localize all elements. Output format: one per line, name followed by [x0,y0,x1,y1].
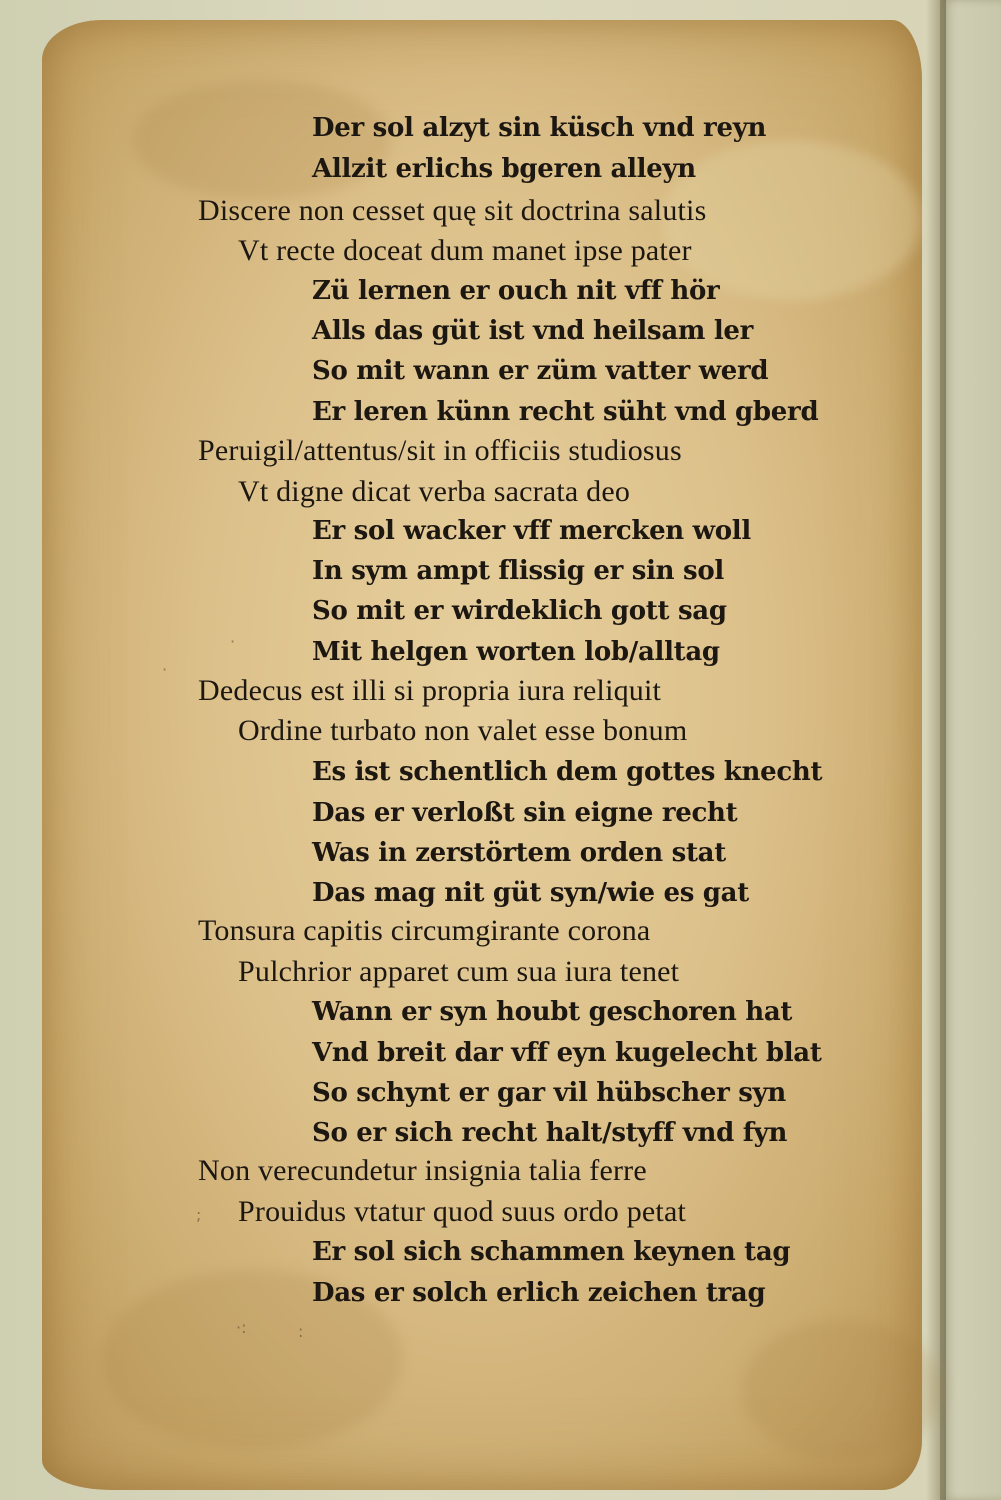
facing-page-edge [940,0,1001,1500]
verse-line: Vnd breit dar vff eyn kugelecht blat [312,1038,822,1068]
verse-line: Mit helgen worten lob/alltag [312,637,720,667]
verse-line: So er sich recht halt/styff vnd fyn [312,1118,788,1148]
verse-line: Er leren künn recht süht vnd gberd [312,397,819,427]
verse-line: Alls das güt ist vnd heilsam ler [312,316,754,346]
verse-line: So mit wann er züm vatter werd [312,356,769,386]
verse-line: Ordine turbato non valet esse bonum [238,714,688,747]
verse-line: In sym ampt flissig er sin sol [312,556,724,586]
verse-line: Discere non cesset quę sit doctrina salutis [198,194,707,227]
margin-mark: ·: [236,1318,247,1337]
verse-line: Dedecus est illi si propria iura reliquit [198,674,662,707]
verse-line: Was in zerstörtem orden stat [312,838,726,868]
verse-line: Pulchrior apparet cum sua iura tenet [238,955,680,988]
verse-line: Allzit erlichs bgeren alleyn [312,154,696,184]
verse-line: Vt digne dicat verba sacrata deo [238,475,631,508]
margin-mark: · [162,660,168,679]
verse-line: Das mag nit güt syn/wie es gat [312,878,749,908]
verse-line: Non verecundetur insignia talia ferre [198,1154,647,1187]
verse-line: Das er solch erlich zeichen trag [312,1278,766,1308]
margin-mark: : [298,1322,304,1341]
verse-line: Er sol sich schammen keynen tag [312,1237,791,1267]
gutter-shadow [926,0,946,1500]
verse-line: So mit er wirdeklich gott sag [312,596,727,626]
verse-line: Prouidus vtatur quod suus ordo petat [238,1195,687,1228]
verse-line: Zü lernen er ouch nit vff hör [312,276,720,306]
verse-line: Der sol alzyt sin küsch vnd reyn [312,113,767,143]
verse-line: Es ist schentlich dem gottes knecht [312,757,823,787]
verse-line: Peruigil/attentus/sit in officiis studiosus [198,434,682,467]
verse-line: Das er verloßt sin eigne recht [312,798,738,828]
margin-mark: · [230,632,236,651]
verse-line: Tonsura capitis circumgirante corona [198,914,651,947]
verse-line: Vt recte doceat dum manet ipse pater [238,234,692,267]
verse-line: Er sol wacker vff mercken woll [312,516,751,546]
verse-line: So schynt er gar vil hübscher syn [312,1078,786,1108]
verse-line: Wann er syn houbt geschoren hat [312,997,793,1027]
margin-mark: ; [196,1205,202,1224]
water-stain [742,1320,942,1460]
